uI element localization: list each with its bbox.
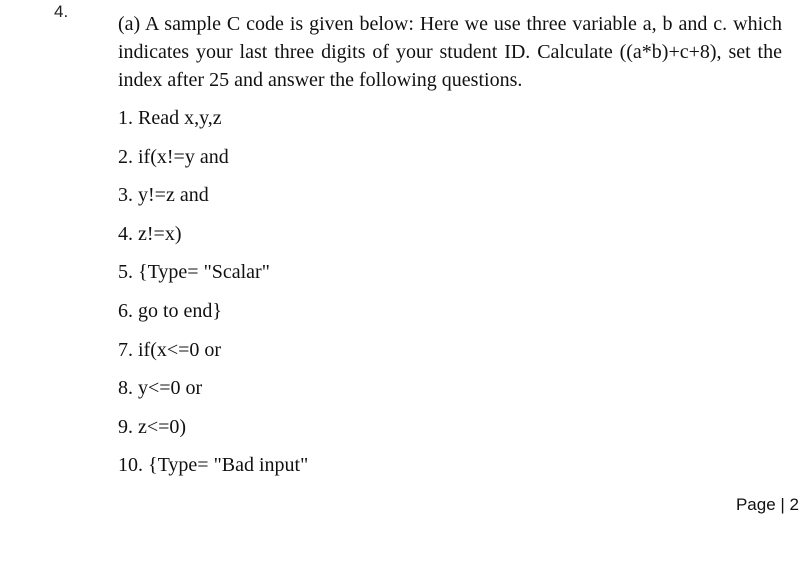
code-line-4: 4. z!=x) [118,223,182,245]
page-footer: Page | 2 [735,495,799,514]
code-line-2: 2. if(x!=y and [118,146,229,168]
code-line-10: 10. {Type= "Bad input" [118,454,309,476]
code-line-5: 5. {Type= "Scalar" [118,261,270,283]
question-intro: (a) A sample C code is given below: Here we use three variable a, b and c. which indicates your last three digits of your student ID. Calculate ((a*b)+c+8), set the index after 25 and answer the following questions. [118,13,782,91]
code-line-6: 6. go to end} [118,300,223,322]
code-line-7: 7. if(x<=0 or [118,339,222,361]
question-number: 4. [54,2,69,21]
code-line-3: 3. y!=z and [118,184,209,206]
code-line-8: 8. y<=0 or [118,377,203,399]
code-line-9: 9. z<=0) [118,416,187,438]
code-line-1: 1. Read x,y,z [118,107,222,129]
